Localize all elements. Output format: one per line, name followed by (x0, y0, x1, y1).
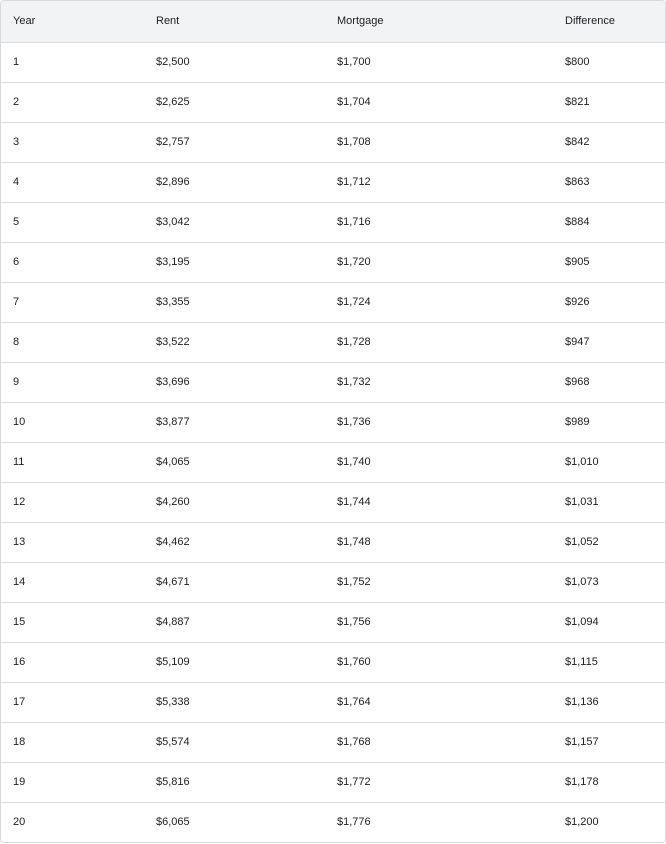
cell-mortgage: $1,712 (325, 162, 553, 202)
cell-difference: $1,073 (553, 562, 665, 602)
table-row (1, 722, 665, 762)
header-rent: Rent (144, 1, 325, 42)
table-row (1, 522, 665, 562)
cell-rent: $6,065 (156, 816, 190, 829)
cell-mortgage: $1,756 (325, 602, 553, 642)
table-row (1, 242, 665, 282)
table-row (1, 442, 665, 482)
cell-rent: $4,065 (144, 442, 325, 482)
cell-difference: $926 (553, 282, 665, 322)
cell-year: 19 (1, 762, 144, 802)
cell-difference: $842 (553, 122, 665, 162)
table-body (1, 42, 665, 842)
cell-difference: $1,136 (553, 682, 665, 722)
header-mortgage: Mortgage (325, 1, 553, 42)
cell-difference: $1,200 (565, 816, 599, 829)
cell-year: 16 (1, 642, 144, 682)
table-row (1, 802, 665, 842)
cell-mortgage: $1,708 (325, 122, 553, 162)
cell-year: 17 (1, 682, 144, 722)
cell-rent: $5,109 (144, 642, 325, 682)
cell-year: 4 (1, 162, 144, 202)
header-difference: Difference (553, 1, 665, 42)
cell-rent: $4,260 (144, 482, 325, 522)
table-row (1, 482, 665, 522)
cell-difference: $1,094 (553, 602, 665, 642)
cell-rent: $4,462 (144, 522, 325, 562)
cell-rent: $3,696 (144, 362, 325, 402)
header-row (1, 1, 665, 42)
cell-mortgage: $1,728 (325, 322, 553, 362)
cell-year: 20 (13, 816, 26, 829)
cell-difference: $1,157 (553, 722, 665, 762)
cell-year: 11 (1, 442, 144, 482)
cell-mortgage: $1,772 (325, 762, 553, 802)
table-row (1, 562, 665, 602)
cell-mortgage: $1,732 (325, 362, 553, 402)
table-row (1, 362, 665, 402)
cell-mortgage: $1,744 (325, 482, 553, 522)
cell-rent: $2,500 (144, 42, 325, 82)
table-row (1, 202, 665, 242)
table-row (1, 122, 665, 162)
cell-mortgage: $1,724 (325, 282, 553, 322)
cell-year: 14 (1, 562, 144, 602)
cell-year: 8 (1, 322, 144, 362)
cell-year: 10 (1, 402, 144, 442)
cell-difference: $884 (553, 202, 665, 242)
table-row (1, 82, 665, 122)
cell-mortgage: $1,704 (325, 82, 553, 122)
cell-mortgage: $1,720 (325, 242, 553, 282)
cell-year: 5 (1, 202, 144, 242)
cell-rent: $4,887 (144, 602, 325, 642)
cell-difference: $800 (553, 42, 665, 82)
cell-rent: $3,355 (144, 282, 325, 322)
cell-difference: $863 (553, 162, 665, 202)
cell-mortgage: $1,776 (337, 816, 371, 829)
cell-difference: $905 (553, 242, 665, 282)
table-row (1, 322, 665, 362)
cell-difference: $1,178 (553, 762, 665, 802)
cell-year: 7 (1, 282, 144, 322)
cell-year: 12 (1, 482, 144, 522)
table-header (1, 1, 665, 42)
cell-year: 18 (1, 722, 144, 762)
cell-difference: $821 (553, 82, 665, 122)
cell-rent: $3,877 (144, 402, 325, 442)
cell-mortgage: $1,748 (325, 522, 553, 562)
cell-year: 13 (1, 522, 144, 562)
table-row (1, 642, 665, 682)
cell-rent: $5,816 (144, 762, 325, 802)
rent-vs-mortgage-table (1, 1, 665, 842)
cell-rent: $2,757 (144, 122, 325, 162)
cell-year: 2 (1, 82, 144, 122)
table-row (1, 42, 665, 82)
cell-difference: $989 (553, 402, 665, 442)
table-row (1, 682, 665, 722)
cell-difference: $1,052 (553, 522, 665, 562)
cell-mortgage: $1,740 (325, 442, 553, 482)
cell-mortgage: $1,736 (325, 402, 553, 442)
table-row (1, 762, 665, 802)
cell-mortgage: $1,760 (325, 642, 553, 682)
cell-difference: $968 (553, 362, 665, 402)
cell-rent: $3,042 (144, 202, 325, 242)
cell-mortgage: $1,764 (325, 682, 553, 722)
cell-year: 15 (1, 602, 144, 642)
cell-mortgage: $1,716 (325, 202, 553, 242)
table-row (1, 602, 665, 642)
cell-mortgage: $1,768 (325, 722, 553, 762)
cell-difference: $1,031 (553, 482, 665, 522)
header-year: Year (1, 1, 144, 42)
cell-rent: $3,195 (144, 242, 325, 282)
cell-rent: $2,896 (144, 162, 325, 202)
cell-year: 3 (1, 122, 144, 162)
cell-year: 1 (1, 42, 144, 82)
cell-difference: $947 (553, 322, 665, 362)
cell-mortgage: $1,700 (325, 42, 553, 82)
cell-rent: $5,574 (144, 722, 325, 762)
cell-rent: $5,338 (144, 682, 325, 722)
cell-difference: $1,115 (553, 642, 665, 682)
cell-rent: $3,522 (144, 322, 325, 362)
cell-rent: $4,671 (144, 562, 325, 602)
cell-difference: $1,010 (553, 442, 665, 482)
cell-year: 9 (1, 362, 144, 402)
table-row (1, 282, 665, 322)
cell-rent: $2,625 (144, 82, 325, 122)
cell-year: 6 (1, 242, 144, 282)
table-row (1, 162, 665, 202)
table-row (1, 402, 665, 442)
cell-mortgage: $1,752 (325, 562, 553, 602)
